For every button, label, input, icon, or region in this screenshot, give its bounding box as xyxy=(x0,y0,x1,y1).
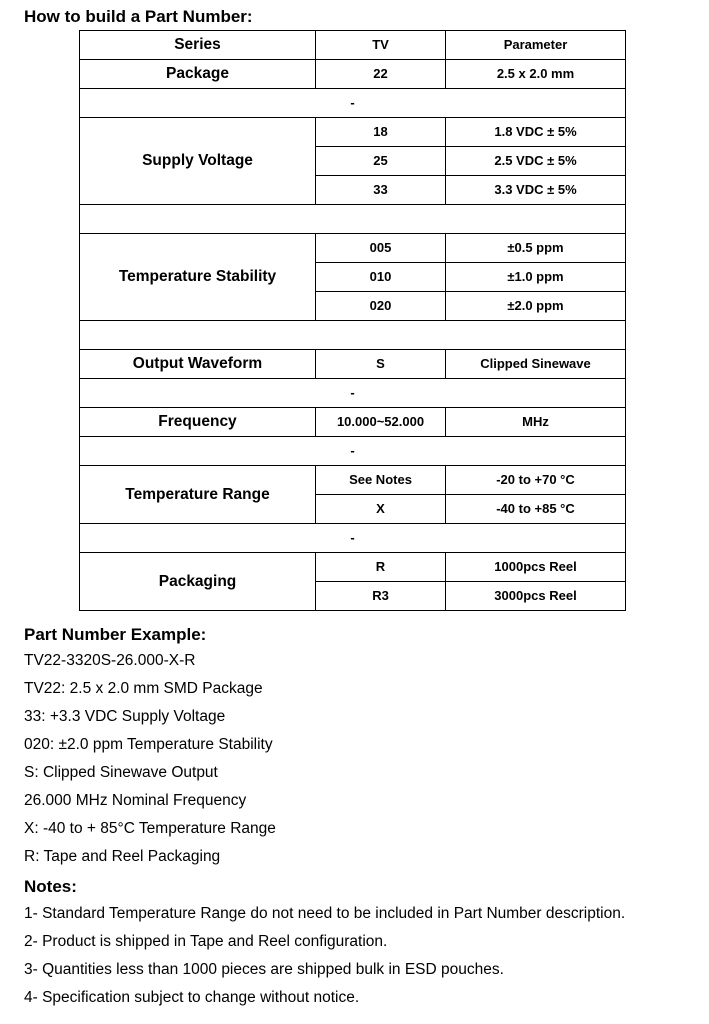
table-row-separator xyxy=(80,524,626,553)
output-waveform-code: S xyxy=(316,350,446,379)
separator-blank xyxy=(80,321,626,350)
supply-voltage-param: 1.8 VDC ± 5% xyxy=(446,118,626,147)
table-row-package xyxy=(80,60,626,89)
packaging-code: R xyxy=(316,553,446,582)
example-line: TV22-3320S-26.000-X-R xyxy=(24,652,196,669)
packaging-param: 1000pcs Reel xyxy=(446,553,626,582)
example-line: 020: ±2.0 ppm Temperature Stability xyxy=(24,736,273,753)
example-line: 33: +3.3 VDC Supply Voltage xyxy=(24,708,226,725)
package-label: Package xyxy=(80,60,316,89)
table-row-supply-voltage xyxy=(80,118,626,147)
example-line: 26.000 MHz Nominal Frequency xyxy=(24,792,247,809)
frequency-code: 10.000~52.000 xyxy=(316,408,446,437)
table-row-separator xyxy=(80,89,626,118)
part-number-table xyxy=(79,30,626,611)
output-waveform-param: Clipped Sinewave xyxy=(446,350,626,379)
temperature-range-code: X xyxy=(316,495,446,524)
temperature-stability-param: ±2.0 ppm xyxy=(446,292,626,321)
package-code: 22 xyxy=(316,60,446,89)
supply-voltage-param: 3.3 VDC ± 5% xyxy=(446,176,626,205)
table-row-temperature-range xyxy=(80,466,626,495)
temperature-range-code: See Notes xyxy=(316,466,446,495)
temperature-stability-param: ±1.0 ppm xyxy=(446,263,626,292)
series-code: TV xyxy=(316,31,446,60)
table-row-separator xyxy=(80,379,626,408)
table-row-temperature-stability xyxy=(80,234,626,263)
table-row-frequency xyxy=(80,408,626,437)
separator-blank xyxy=(80,205,626,234)
notes-list xyxy=(24,900,625,1012)
packaging-param: 3000pcs Reel xyxy=(446,582,626,611)
table-row-series xyxy=(80,31,626,60)
temperature-range-param: -20 to +70 °C xyxy=(446,466,626,495)
series-label: Series xyxy=(80,31,316,60)
notes-heading: Notes: xyxy=(24,877,77,896)
example-line: R: Tape and Reel Packaging xyxy=(24,848,221,865)
supply-voltage-code: 18 xyxy=(316,118,446,147)
temperature-stability-param: ±0.5 ppm xyxy=(446,234,626,263)
supply-voltage-label: Supply Voltage xyxy=(80,118,316,205)
parameter-header: Parameter xyxy=(446,31,626,60)
package-param: 2.5 x 2.0 mm xyxy=(446,60,626,89)
example-heading: Part Number Example: xyxy=(24,625,207,644)
output-waveform-label: Output Waveform xyxy=(80,350,316,379)
supply-voltage-code: 33 xyxy=(316,176,446,205)
page-title: How to build a Part Number: xyxy=(24,7,253,26)
table-row-output-waveform xyxy=(80,350,626,379)
temperature-stability-code: 020 xyxy=(316,292,446,321)
table-row-packaging xyxy=(80,553,626,582)
temperature-range-label: Temperature Range xyxy=(80,466,316,524)
separator-dash: - xyxy=(80,437,626,466)
temperature-range-param: -40 to +85 °C xyxy=(446,495,626,524)
example-list xyxy=(24,647,276,871)
temperature-stability-code: 010 xyxy=(316,263,446,292)
temperature-stability-code: 005 xyxy=(316,234,446,263)
frequency-label: Frequency xyxy=(80,408,316,437)
packaging-code: R3 xyxy=(316,582,446,611)
table-row-separator xyxy=(80,321,626,350)
example-line: X: -40 to + 85°C Temperature Range xyxy=(24,820,276,837)
separator-dash: - xyxy=(80,524,626,553)
separator-dash: - xyxy=(80,89,626,118)
note-item: 3- Quantities less than 1000 pieces are shipped bulk in ESD pouches. xyxy=(24,961,504,978)
note-item: 4- Specification subject to change without notice. xyxy=(24,989,360,1006)
example-line: S: Clipped Sinewave Output xyxy=(24,764,218,781)
table-row-separator xyxy=(80,437,626,466)
note-item: 2- Product is shipped in Tape and Reel configuration. xyxy=(24,933,388,950)
table-row-separator xyxy=(80,205,626,234)
temperature-stability-label: Temperature Stability xyxy=(80,234,316,321)
separator-dash: - xyxy=(80,379,626,408)
supply-voltage-code: 25 xyxy=(316,147,446,176)
supply-voltage-param: 2.5 VDC ± 5% xyxy=(446,147,626,176)
example-line: TV22: 2.5 x 2.0 mm SMD Package xyxy=(24,680,263,697)
note-item: 1- Standard Temperature Range do not need to be included in Part Number description. xyxy=(24,905,626,922)
packaging-label: Packaging xyxy=(80,553,316,611)
frequency-param: MHz xyxy=(446,408,626,437)
